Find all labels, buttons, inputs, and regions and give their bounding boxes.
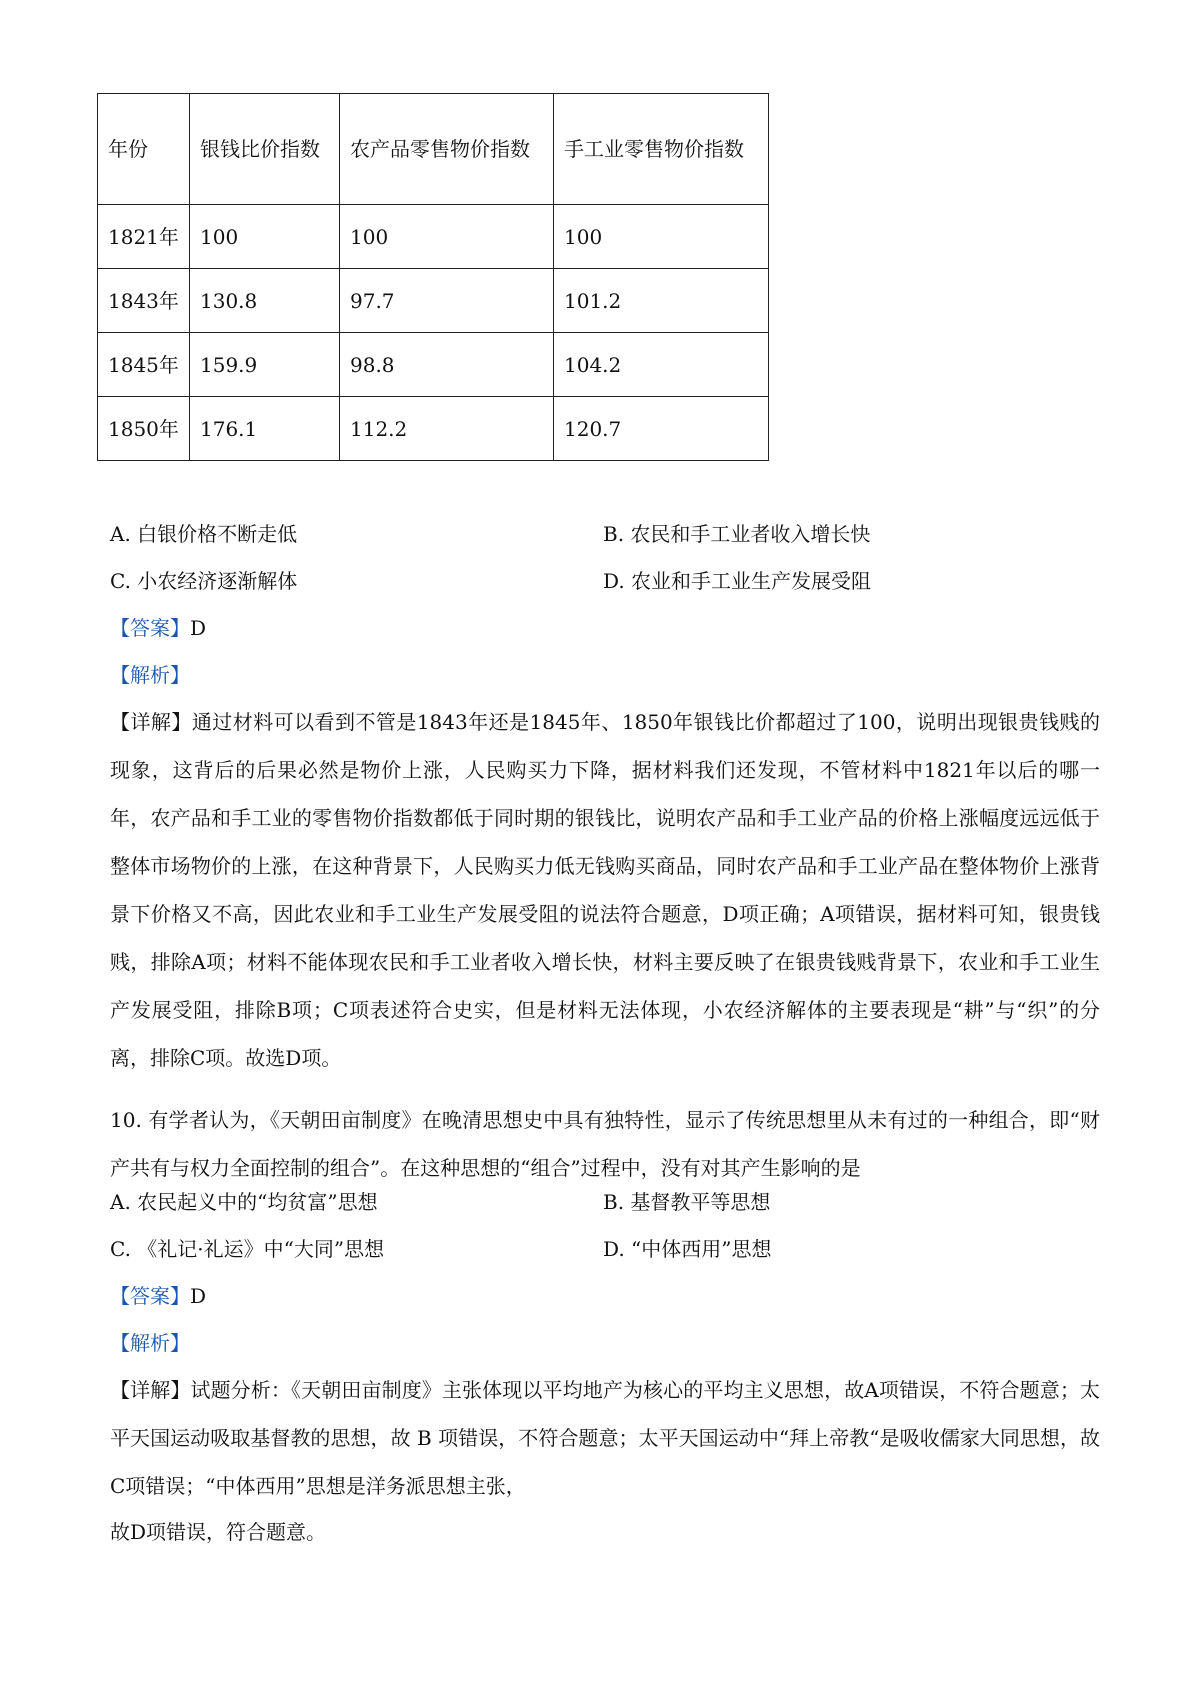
cell-year: 1821年 (98, 205, 190, 269)
q9-option-b: B. 农民和手工业者收入增长快 (603, 522, 871, 546)
table-row (98, 205, 769, 269)
q10-option-a: A. 农民起义中的“均贫富”思想 (110, 1190, 378, 1214)
q9-analysis-tag (110, 661, 1100, 689)
analysis-tag: 【解析】 (110, 1331, 190, 1355)
cell-value: 104.2 (554, 333, 769, 397)
detail-text: 通过材料可以看到不管是1843年还是1845年、1850年银钱比价都超过了100，说明出现银贵钱贱的现象，这背后的后果必然是物价上涨，人民购买力下降，据材料我们还发现，不管材料中1821年以后的哪一年，农产品和手工业的零售物价指数都低于同时期的银钱比，说明农产品和手工业产品的价格上涨幅度远远低于整体市场物价的上涨，在这种背景下，人民购买力低无钱购买商品，同时农产品和手工业产品在整体物价上涨背景下价格又不高，因此农业和手工业生产发展受阻的说法符合题意，D项正确；A项错误，据材料可知，银贵钱贱，排除A项；材料不能体现农民和手工业者收入增长快，材料主要反映了在银贵钱贱背景下，农业和手工业生产发展受阻，排除B项；C项表述符合史实，但是材料无法体现，小农经济解体的主要表现是“耕”与“织”的分离，排除C项。故选D项。 (110, 710, 1101, 1070)
answer-value: D (190, 616, 207, 640)
q10-analysis-tag (110, 1329, 1100, 1357)
q9-option-a: A. 白银价格不断走低 (110, 522, 298, 546)
cell-value: 100 (190, 205, 340, 269)
table-row (98, 333, 769, 397)
q10-detail-end: 故D项错误，符合题意。 (110, 1520, 327, 1544)
cell-year: 1843年 (98, 269, 190, 333)
answer-tag: 【答案】 (110, 616, 190, 640)
q9-option-c: C. 小农经济逐渐解体 (110, 569, 298, 593)
cell-value: 100 (554, 205, 769, 269)
answer-tag: 【答案】 (110, 1284, 190, 1308)
analysis-tag: 【解析】 (110, 663, 190, 687)
header-agri-retail-index: 农产品零售物价指数 (340, 94, 554, 205)
q10-option-d: D. “中体西用”思想 (603, 1237, 772, 1261)
q9-option-d: D. 农业和手工业生产发展受阻 (603, 569, 872, 593)
price-index-table (97, 93, 769, 461)
cell-value: 98.8 (340, 333, 554, 397)
detail-tag: 【详解】 (110, 1378, 191, 1402)
cell-year: 1850年 (98, 397, 190, 461)
cell-value: 101.2 (554, 269, 769, 333)
q10-answer (110, 1282, 1100, 1310)
header-silver-copper-index: 银钱比价指数 (190, 94, 340, 205)
table-row (98, 397, 769, 461)
q9-detail (110, 698, 1100, 1082)
detail-text: 试题分析：《天朝田亩制度》主张体现以平均地产为核心的平均主义思想，故A项错误，不符合题意；太平天国运动吸取基督教的思想，故 B 项错误，不符合题意；太平天国运动中“拜上帝教“是吸收儒家大同思想，故C项错误；“中体西用”思想是洋务派思想主张， (110, 1378, 1100, 1498)
q10-option-b: B. 基督教平等思想 (603, 1190, 771, 1214)
cell-value: 120.7 (554, 397, 769, 461)
cell-value: 100 (340, 205, 554, 269)
answer-value: D (190, 1284, 207, 1308)
cell-value: 159.9 (190, 333, 340, 397)
cell-value: 130.8 (190, 269, 340, 333)
table-header-row (98, 94, 769, 205)
cell-value: 176.1 (190, 397, 340, 461)
q10-stem: 10. 有学者认为，《天朝田亩制度》在晚清思想史中具有独特性，显示了传统思想里从未有过的一种组合，即“财产共有与权力全面控制的组合”。在这种思想的“组合”过程中，没有对其产生影响的是 (110, 1108, 1100, 1180)
header-year: 年份 (98, 94, 190, 205)
detail-tag: 【详解】 (110, 710, 192, 734)
header-handicraft-retail-index: 手工业零售物价指数 (554, 94, 769, 205)
q9-answer (110, 614, 1100, 642)
q10-option-c: C. 《礼记·礼运》中“大同”思想 (110, 1237, 385, 1261)
cell-value: 97.7 (340, 269, 554, 333)
q10-detail (110, 1366, 1100, 1510)
cell-year: 1845年 (98, 333, 190, 397)
cell-value: 112.2 (340, 397, 554, 461)
table-row (98, 269, 769, 333)
